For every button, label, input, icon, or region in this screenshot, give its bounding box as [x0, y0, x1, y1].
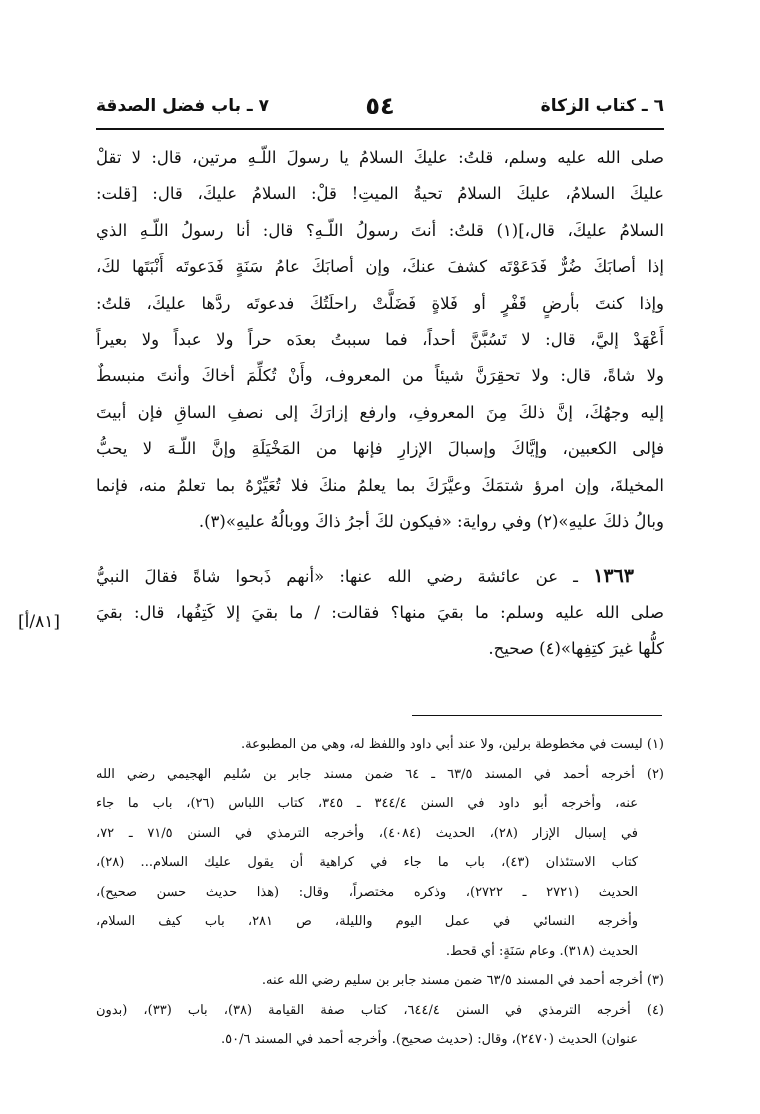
footnote [96, 966, 664, 996]
header-rule [96, 128, 664, 130]
footnote [96, 996, 664, 1055]
text-line: أَعْهَدْ إليَّ، قال: لا تَسُبَّنَّ أحداً، فما سببتُ بعدَه حراً ولا عبداً ولا بعيراً [96, 329, 664, 349]
footnote-text: الحديث (٢٧٢١ ـ ٢٧٢٢)، وذكره مختصراً، وقال: (هذا حديث حسن صحيح)، [96, 884, 638, 900]
footnote-label: (٣) [646, 973, 664, 988]
footnote-label: (٤) [646, 1002, 664, 1018]
text-line: عليكَ السلامُ، عليكَ السلامُ تحيةُ الميتِ! قلْ: السلامُ عليكَ، قال: [قلت: [96, 184, 664, 204]
footnote-text: ليست في مخطوطة برلين، ولا عند أبي داود واللفظ له، وهي من المطبوعة. [241, 737, 643, 752]
hadith-number: ١٣٦٣ [593, 565, 635, 588]
main-text [96, 140, 664, 667]
hadith-first-line [96, 558, 664, 594]
footnotes [96, 730, 664, 1055]
text-line: صلى الله عليه وسلم، قلتُ: عليكَ السلامُ يا رسولَ اللّـهِ مرتين، قال: لا تقلْ [96, 148, 664, 167]
footnote-text: الحديث (٣١٨). وعام سَنَةٍ: أي قحط. [445, 943, 638, 959]
page-number: ٥٤ [365, 92, 395, 120]
footnote-text: عنه، وأخرجه أبو داود في السنن ٣٤٤/٤ ـ ٣٤٥، كتاب اللباس (٢٦)، باب ما جاء [96, 796, 638, 811]
footnote [96, 760, 664, 967]
section-title: ٧ ـ باب فضل الصدقة [96, 96, 270, 116]
text-line: كلُّها غيرَ كتِفِها»(٤) صحيح. [488, 639, 664, 659]
footnote-text: وأخرجه النسائي في عمل اليوم والليلة، ص ٢٨١، باب كيف السلام، [96, 914, 639, 929]
text-line: صلى الله عليه وسلم: ما بقيَ منها؟ فقالت: / ما بقيَ إلا كَتِفُها، قال: بقيَ [96, 602, 664, 622]
footnote-text: عنوان) الحديث (٢٤٧٠)، وقال: (حديث صحيح). وأخرجه أحمد في المسند ٥٠/٦. [221, 1032, 638, 1047]
text-line: السلامُ عليكَ، قال،](١) قلتُ: أنتَ رسولُ اللّـهِ؟ قال: أنا رسولُ اللّـهِ الذي [96, 220, 664, 240]
text-line: وبالُ ذلكَ عليهِ»(٢) وفي رواية: «فيكون لكَ أجرُ ذاكَ ووبالُهُ عليهِ»(٣). [198, 511, 664, 531]
footnote-label: (٢) [646, 766, 664, 782]
text-line: وإذا كنتَ بأرضٍ قَفْرٍ أو فَلاةٍ فَضَلَّتْ راحلَتُكَ فدعوتَه ردَّها عليكَ، قلتُ: [96, 293, 664, 313]
text-line: إذا أصابَكَ ضُرٌّ فَدَعَوْتَه كشفَ عنكَ، وإن أصابَكَ عامُ سَنَةٍ فَدَعوتَه أَنْبَتَها لكَ، [96, 257, 664, 277]
footnote-label: (١) [646, 737, 664, 752]
footnote-text: أخرجه أحمد في المسند ٦٣/٥ ضمن مسند جابر بن سليم رضي الله عنه. [261, 973, 643, 988]
text-line: إليه وجهُكَ، إنَّ ذلكَ مِنَ المعروفِ، وارفع إزارَكَ إلى نصفِ الساقِ فإن أبيتَ [96, 402, 664, 422]
text-line: ولا شاةً، قال: ولا تحقِرَنَّ شيئاً من المعروف، وأَنْ تُكلِّمَ أخاكَ وأنتَ منبسطٌ [96, 366, 664, 386]
book-title: ٦ ـ كتاب الزكاة [540, 96, 664, 116]
footnote-text: في إسبال الإزار (٢٨)، الحديث (٤٠٨٤)، وأخرجه الترمذي في السنن ٧١/٥ ـ ٧٢، [96, 825, 638, 841]
text-line: فإلى الكعبين، وإيَّاكَ وإسبالَ الإزارِ فإنها من المَخْيَلَةِ وإنَّ اللّـهَ لا يحبُّ [96, 439, 664, 459]
footnote-text: أخرجه الترمذي في السنن ٦٤٤/٤، كتاب صفة القيامة (٣٨)، باب (٣٣)، (بدون [96, 1002, 631, 1018]
manuscript-folio-note: [٨١/أ] [18, 612, 60, 632]
footnote-rule [412, 715, 662, 716]
footnote [96, 730, 664, 760]
hadith-text: ـ عن عائشة رضي الله عنها: «أنهم ذَبحوا شاةً فقالَ النبيُّ [96, 567, 579, 587]
footnote-text: كتاب الاستئذان (٤٣)، باب ما جاء في كراهية أن يقول عليك السلام... (٢٨)، [96, 855, 638, 870]
page-header [96, 92, 664, 128]
footnote-text: أخرجه أحمد في المسند ٦٣/٥ ـ ٦٤ ضمن مسند جابر بن سُليم الهجيمي رضي الله [96, 766, 635, 782]
text-line: المخيلةَ، وإن امرؤ شتمَكَ وعيَّرَكَ بما يعلمُ منكَ فلا تُعَيِّرْهُ بما تعلمُ منه، فإنما [96, 475, 664, 495]
